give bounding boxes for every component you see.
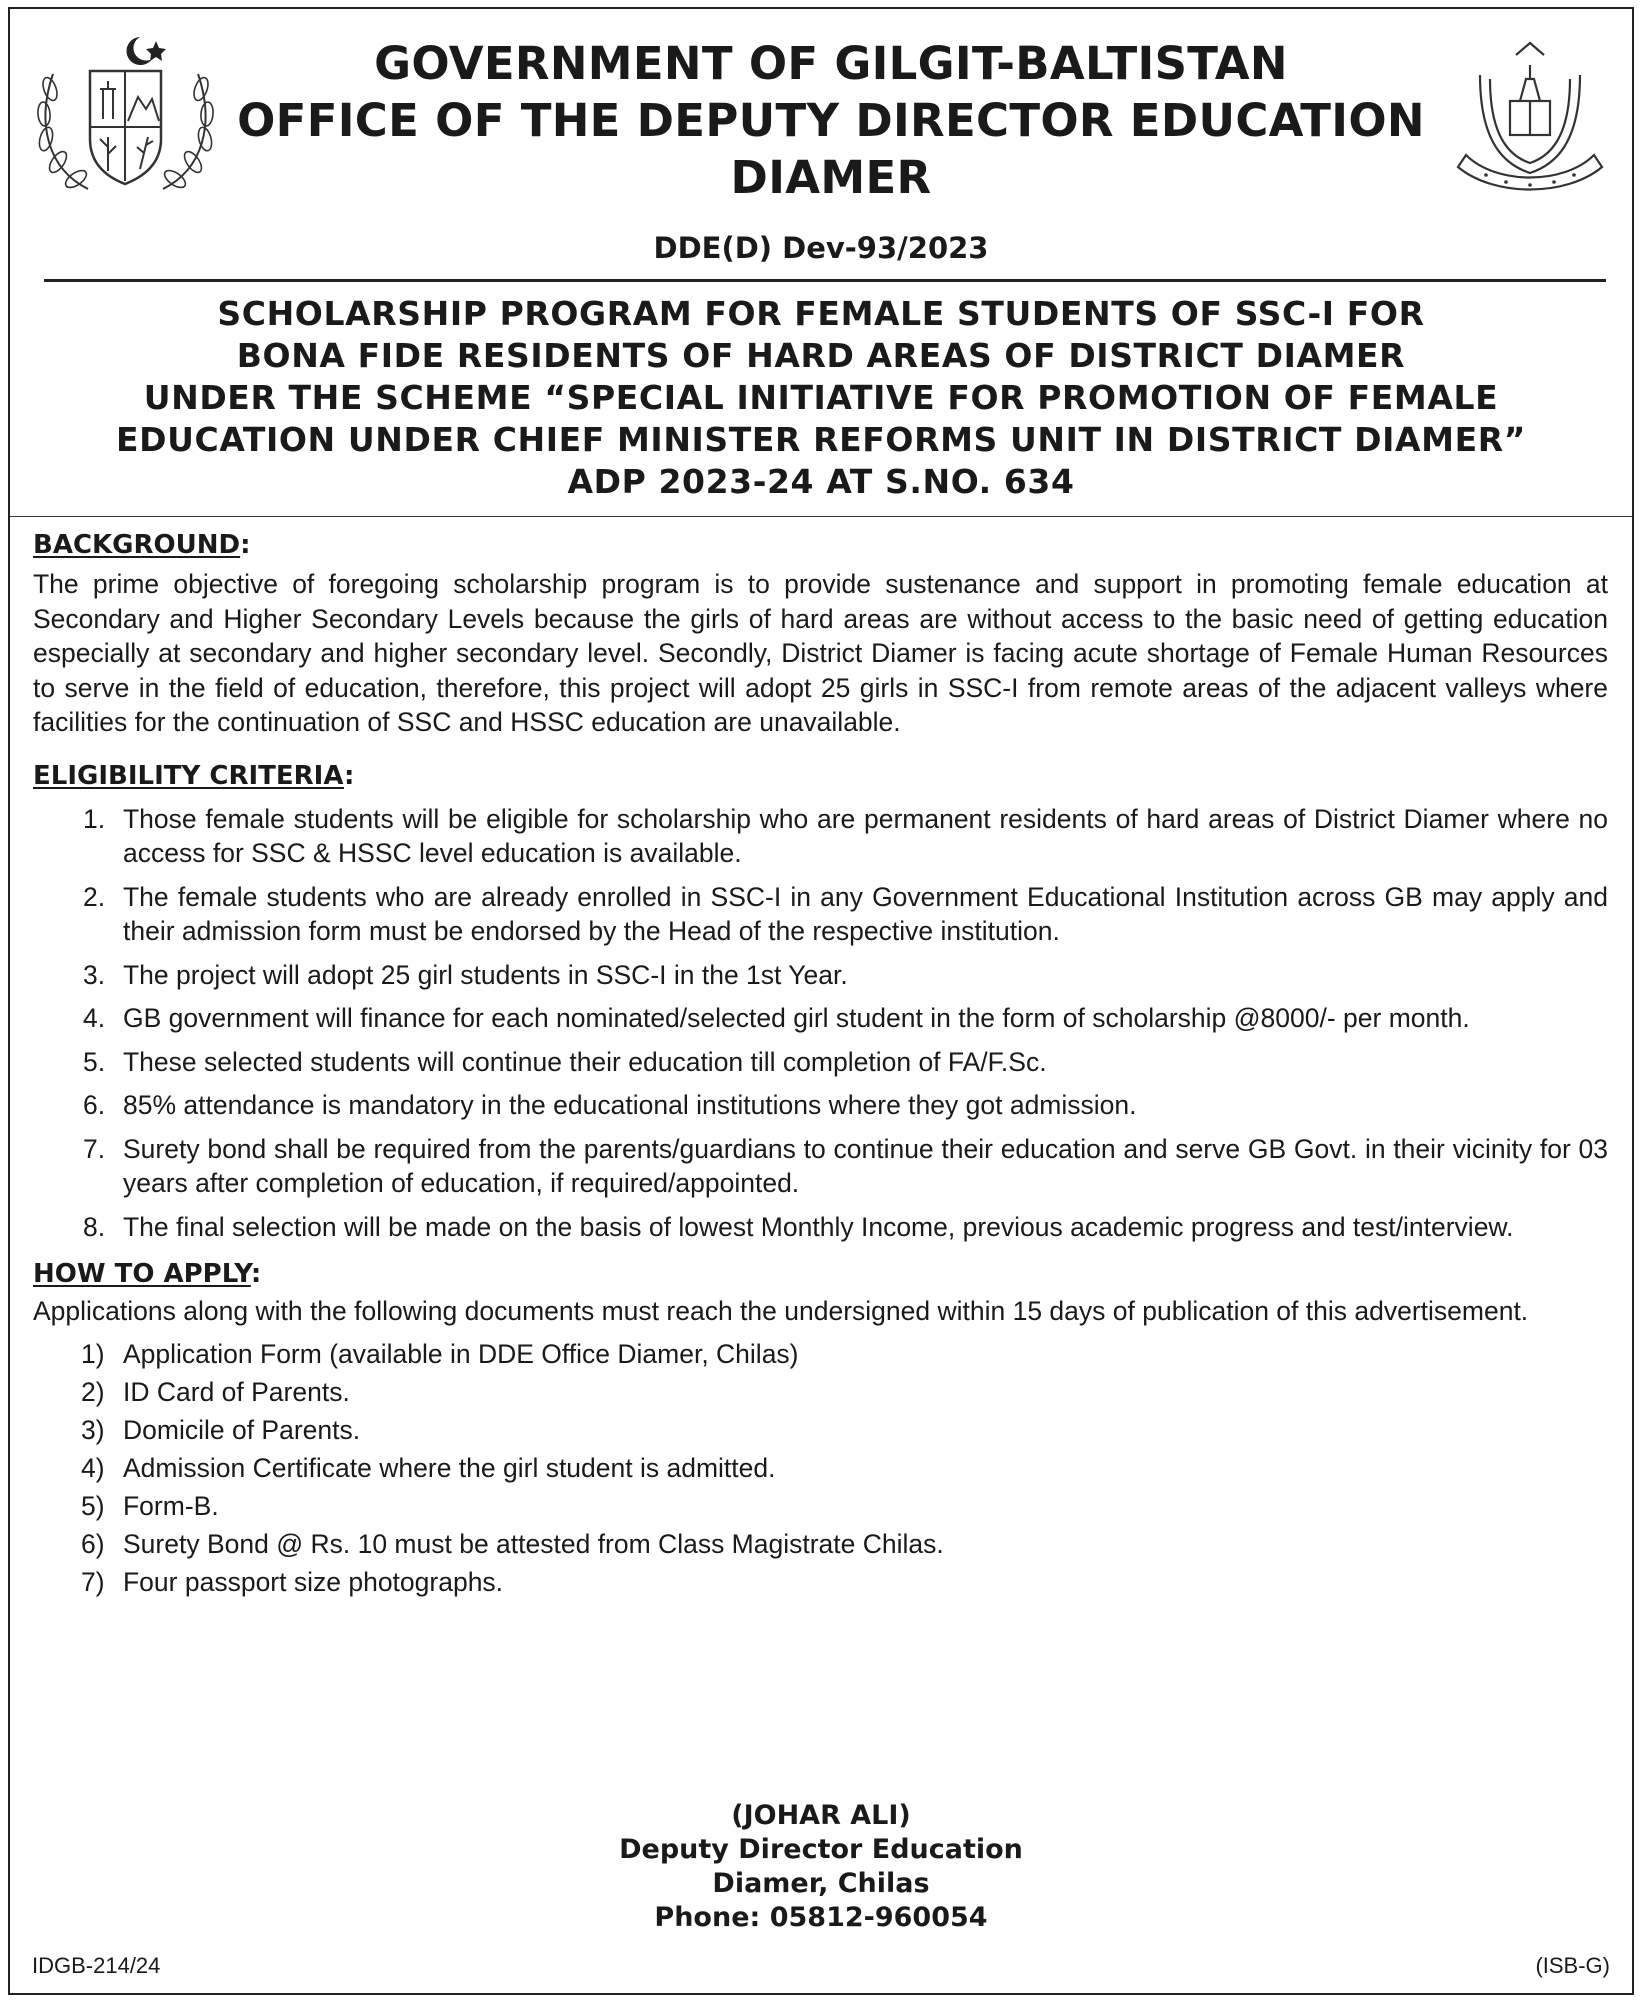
how-to-apply-intro: Applications along with the following documents must reach the undersigned within 15 days of publication of this advertisement. (33, 1296, 1529, 1326)
list-item: 2) ID Card of Parents. (81, 1376, 350, 1407)
how-to-apply-heading: HOW TO APPLY: (33, 1259, 262, 1289)
list-item: 6) Surety Bond @ Rs. 10 must be attested from Class Magistrate Chilas. (81, 1528, 944, 1559)
program-title-line: SCHOLARSHIP PROGRAM FOR FEMALE STUDENTS OF SSC-I FOR (217, 294, 1425, 333)
list-item: 3. The project will adopt 25 girl students in SSC-I in the 1st Year. (83, 959, 848, 990)
list-item: 5. These selected students will continue their education till completion of FA/F.Sc. (83, 1046, 1047, 1077)
program-title (22, 293, 1620, 503)
publication-code: (ISB-G) (1535, 1953, 1610, 1978)
program-title-line: BONA FIDE RESIDENTS OF HARD AREAS OF DISTRICT DIAMER (236, 336, 1406, 375)
advertisement-page (8, 7, 1634, 1995)
list-item: 4. GB government will finance for each nominated/selected girl student in the form of scholarship @8000/- per month. (83, 1003, 1470, 1033)
gilgit-baltistan-emblem-icon (28, 29, 223, 204)
government-line: GOVERNMENT OF GILGIT-BALTISTAN (374, 37, 1288, 90)
signatory-name: (JOHAR ALI) (731, 1800, 911, 1831)
list-item: 4) Admission Certificate where the girl student is admitted. (81, 1452, 776, 1483)
eligibility-list (33, 802, 1608, 1245)
signature-block (10, 1799, 1632, 1935)
background-heading: BACKGROUND: (33, 530, 251, 560)
office-line: OFFICE OF THE DEPUTY DIRECTOR EDUCATION (237, 94, 1425, 147)
education-department-logo-icon (1446, 35, 1614, 203)
background-text: The prime objective of foregoing scholarship program is to provide sustenance and support in promoting female education at Secondary and Higher Secondary Levels because the girls of hard areas are without access to the basic need of getting education especially at secondary and higher secondary level. Secondly, District Diamer is facing acute shortage of Female Human Resources to serve in the field of education, therefore, this project will adopt 25 girls in SSC-I from remote areas of the adjacent valleys where facilities for the continuation of SSC and HSSC education are unavailable. (33, 569, 1608, 737)
reference-number: DDE(D) Dev-93/2023 (653, 231, 989, 265)
signatory-phone: Phone: 05812-960054 (654, 1902, 988, 1933)
program-title-line: UNDER THE SCHEME “SPECIAL INITIATIVE FOR PROMOTION OF FEMALE (143, 378, 1499, 417)
list-item: 6. 85% attendance is mandatory in the educational institutions where they got admission. (83, 1090, 1137, 1120)
signatory-location: Diamer, Chilas (712, 1868, 930, 1899)
program-title-line: ADP 2023-24 AT S.NO. 634 (567, 462, 1075, 501)
letterhead (10, 9, 1632, 265)
list-item: 7) Four passport size photographs. (81, 1566, 504, 1597)
letterhead-title (230, 35, 1432, 206)
header-divider (44, 279, 1606, 282)
list-item: 1) Application Form (available in DDE Office Diamer, Chilas) (81, 1338, 799, 1369)
advertisement-body (33, 527, 1608, 1601)
district-line: DIAMER (730, 151, 932, 204)
title-divider (10, 516, 1632, 517)
list-item: 2. The female students who are already enrolled in SSC-I in any Government Educational Institution across GB may apply and their admission form must be endorsed by the Head of the respective institution. (83, 881, 1608, 946)
list-item: 7. Surety bond shall be required from the parents/guardians to continue their education and serve GB Govt. in their vicinity for 03 years after completion of education, if required/appointed. (83, 1133, 1608, 1198)
signatory-designation: Deputy Director Education (619, 1834, 1023, 1865)
documents-list (33, 1335, 1608, 1601)
list-item: 1. Those female students will be eligible for scholarship who are permanent residents of hard areas of District Diamer where no access for SSC & HSSC level education is available. (83, 803, 1608, 868)
list-item: 8. The final selection will be made on the basis of lowest Monthly Income, previous academic progress and test/interview. (83, 1211, 1514, 1242)
advertisement-code: IDGB-214/24 (32, 1953, 161, 1978)
list-item: 5) Form-B. (81, 1490, 219, 1521)
list-item: 3) Domicile of Parents. (81, 1414, 361, 1445)
eligibility-heading: ELIGIBILITY CRITERIA: (33, 760, 355, 791)
program-title-line: EDUCATION UNDER CHIEF MINISTER REFORMS UNIT IN DISTRICT DIAMER” (115, 420, 1527, 459)
